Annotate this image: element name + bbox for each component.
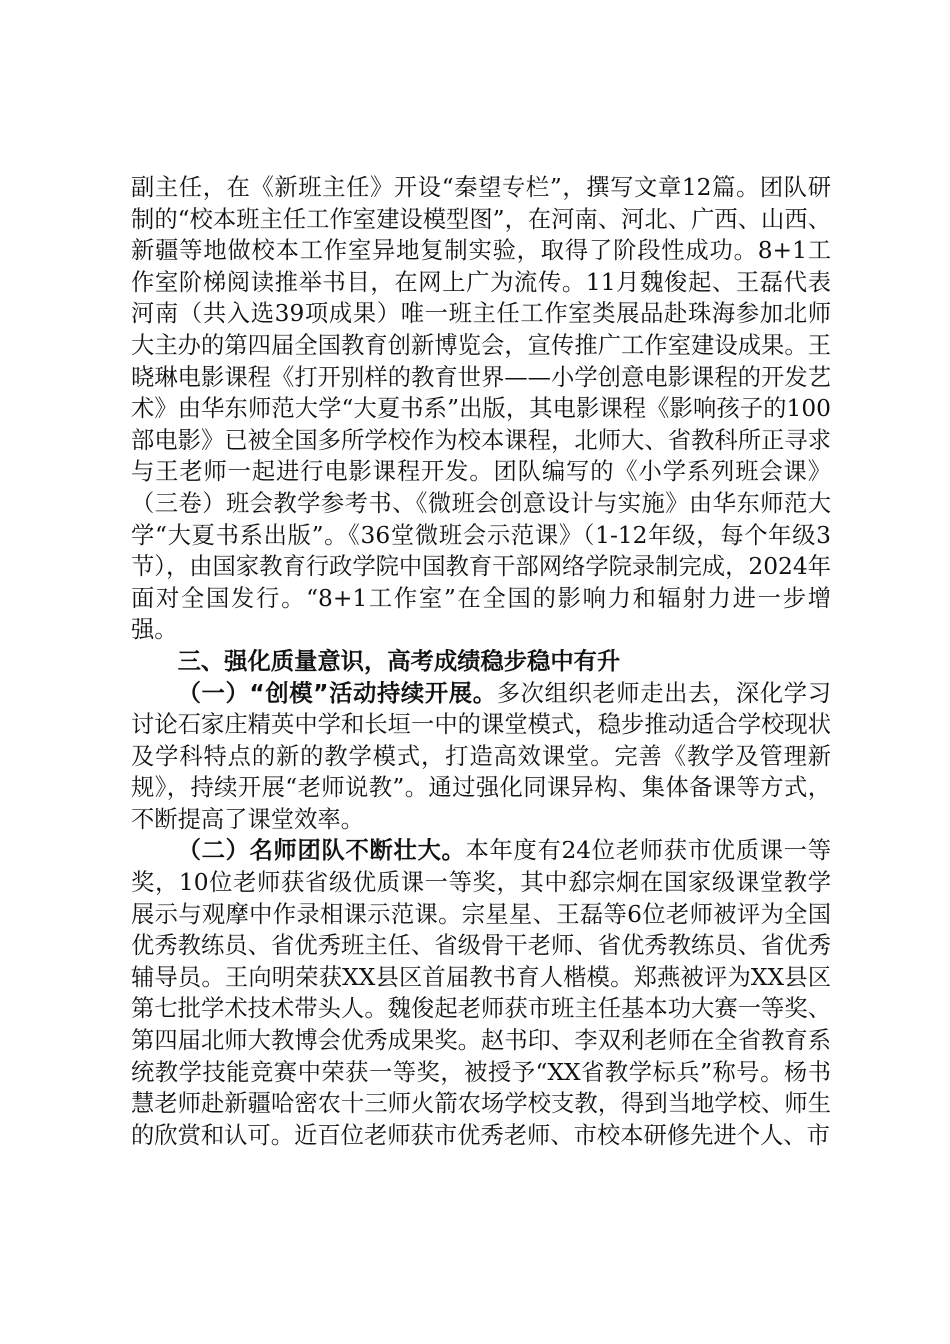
paragraph-teacher-team — [131, 835, 831, 1151]
paragraph-body-2: 本年度有24位老师获市优质课一等奖，10位老师获省级优质课一等奖，其中郄宗炯在国家级课堂教学展示与观摩中作录相课示范课。宗星星、王磊等6位老师被评为全国优秀教练员、省优秀班主任、省级骨干老师、省优秀教练员、省优秀辅导员。王向明荣获XX县区首届教书育人楷模。郑燕被评为XX县区第七批学术技术带头人。魏俊起老师获市班主任基本功大赛一等奖、第四届北师大教博会优秀成果奖。赵书印、李双利老师在全省教育系统教学技能竞赛中荣获一等奖，被授予“XX省教学标兵”称号。杨书慧老师赴新疆哈密农十三师火箭农场学校支教，得到当地学校、师生的欣赏和认可。近百位老师获市优秀老师、市校本研修先进个人、市 — [131, 837, 831, 1149]
document-page — [131, 172, 831, 1151]
section-heading-3: 三、强化质量意识，高考成绩稳步稳中有升 — [177, 647, 621, 675]
paragraph-achievements: 副主任，在《新班主任》开设“秦望专栏”，撰写文章12篇。团队研制的“校本班主任工作室建设模型图”，在河南、河北、广西、山西、新疆等地做校本工作室异地复制实验，取得了阶段性成功。8+1工作室阶梯阅读推举书目，在网上广为流传。11月魏俊起、王磊代表河南（共入选39项成果）唯一班主任工作室类展品赴珠海参加北师大主办的第四届全国教育创新博览会，宣传推广工作室建设成果。王晓琳电影课程《打开别样的教育世界——小学创意电影课程的开发艺术》由华东师范大学“大夏书系”出版，其电影课程《影响孩子的100部电影》已被全国多所学校作为校本课程，北师大、省教科所正寻求与王老师一起进行电影课程开发。团队编写的《小学系列班会课》（三卷）班会教学参考书、《微班会创意设计与实施》由华东师范大学“大夏书系出版”。《36堂微班会示范课》（1-12年级，每个年级3节），由国家教育行政学院中国教育干部网络学院录制完成，2024年面对全国发行。“8+1工作室”在全国的影响力和辐射力进一步增强。 — [131, 174, 831, 644]
subheading-2: （二）名师团队不断壮大。 — [177, 837, 466, 865]
paragraph-innovation-model — [131, 678, 831, 836]
paragraph-body-1: 多次组织老师走出去，深化学习讨论石家庄精英中学和长垣一中的课堂模式，稳步推动适合学校现状及学科特点的新的教学模式，打造高效课堂。完善《教学及管理新规》，持续开展“老师说教”。通过强化同课异构、集体备课等方式，不断提高了课堂效率。 — [131, 679, 832, 833]
subheading-1: （一）“创模”活动持续开展。 — [177, 679, 497, 707]
